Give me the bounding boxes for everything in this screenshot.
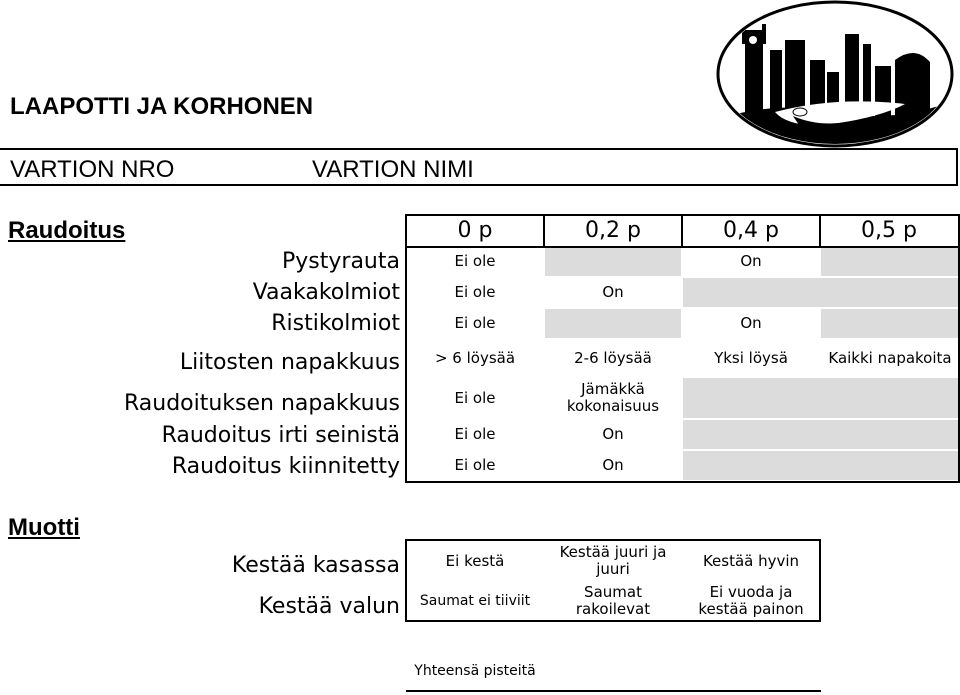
points-header-3: 0,5 p <box>861 217 917 243</box>
cell-vertical-rebar-2: On <box>740 252 762 270</box>
row-label-cross-triangles: Ristikolmiot <box>271 311 400 336</box>
grid-line <box>405 214 407 483</box>
cell-rebar-off-walls-1: On <box>602 425 624 443</box>
grid-line <box>406 481 960 483</box>
row-label-joint-tightness: Liitosten napakkuus <box>179 350 400 375</box>
grid-line <box>406 620 821 622</box>
total-points-label: Yhteensä pisteitä <box>414 662 536 679</box>
row-label-holds-together: Kestää kasassa <box>231 553 400 578</box>
cell-holds-casting-2: Ei vuoda ja kestää painon <box>698 583 804 618</box>
cell-vertical-rebar-3-empty <box>821 247 958 276</box>
cell-cross-triangles-1-empty <box>545 309 681 338</box>
cell-horizontal-triangles-rest-empty <box>683 278 958 307</box>
cell-rebar-tightness-1: Jämäkkä kokonaisuus <box>566 380 660 415</box>
cell-joint-tightness-1: 2-6 löysää <box>574 348 652 367</box>
cell-cross-triangles-3-empty <box>821 309 958 338</box>
cell-joint-tightness-2: Yksi löysä <box>714 348 788 367</box>
grid-line <box>406 246 960 248</box>
patrol-number-label: VARTION NRO <box>10 156 175 183</box>
grid-line <box>406 539 821 541</box>
cell-joint-tightness-3: Kaikki napakoita <box>828 348 952 367</box>
cell-holds-casting-1: Saumat rakoilevat <box>575 583 651 618</box>
cell-cross-triangles-0: Ei ole <box>454 314 496 332</box>
cell-horizontal-triangles-1: On <box>602 283 624 301</box>
patrol-name-label: VARTION NIMI <box>312 156 474 183</box>
reinforcement-section-title: Raudoitus <box>8 217 126 244</box>
mold-section-title: Muotti <box>8 514 80 541</box>
cell-rebar-attached-rest-empty <box>683 451 958 480</box>
cell-cross-triangles-2: On <box>740 314 762 332</box>
cell-rebar-tightness-0: Ei ole <box>454 388 496 407</box>
row-label-rebar-attached: Raudoitus kiinnitetty <box>171 454 400 479</box>
row-label-holds-casting: Kestää valun <box>258 594 400 619</box>
grid-line <box>405 539 407 622</box>
cell-rebar-attached-1: On <box>602 456 624 474</box>
grid-line <box>819 214 821 246</box>
grid-line <box>406 214 960 216</box>
grid-line <box>543 214 545 246</box>
cell-vertical-rebar-0: Ei ole <box>454 252 496 270</box>
page-title: LAAPOTTI JA KORHONEN <box>10 93 314 120</box>
total-points-line <box>406 690 821 692</box>
cell-rebar-attached-0: Ei ole <box>454 456 496 474</box>
cell-holds-casting-0: Saumat ei tiiviit <box>419 592 531 609</box>
cell-rebar-tightness-rest-empty <box>683 378 958 418</box>
points-header-1: 0,2 p <box>585 217 641 243</box>
cell-holds-together-1: Kestää juuri ja juuri <box>559 543 667 578</box>
cell-holds-together-0: Ei kestä <box>445 551 505 570</box>
cell-joint-tightness-0: > 6 löysää <box>434 348 516 367</box>
cell-rebar-off-walls-0: Ei ole <box>454 425 496 443</box>
row-label-rebar-tightness: Raudoituksen napakkuus <box>123 391 400 416</box>
cell-horizontal-triangles-0: Ei ole <box>454 283 496 301</box>
row-label-horizontal-triangles: Vaakakolmiot <box>252 280 400 305</box>
logo-image <box>715 0 955 148</box>
cell-rebar-off-walls-rest-empty <box>683 420 958 449</box>
grid-line <box>819 539 821 622</box>
row-label-vertical-rebar: Pystyrauta <box>282 249 400 274</box>
row-label-rebar-off-walls: Raudoitus irti seinistä <box>161 423 400 448</box>
grid-line <box>681 214 683 246</box>
points-header-0: 0 p <box>457 217 493 243</box>
cell-holds-together-2: Kestää hyvin <box>702 551 800 570</box>
points-header-2: 0,4 p <box>723 217 779 243</box>
cell-vertical-rebar-1-empty <box>545 247 681 276</box>
